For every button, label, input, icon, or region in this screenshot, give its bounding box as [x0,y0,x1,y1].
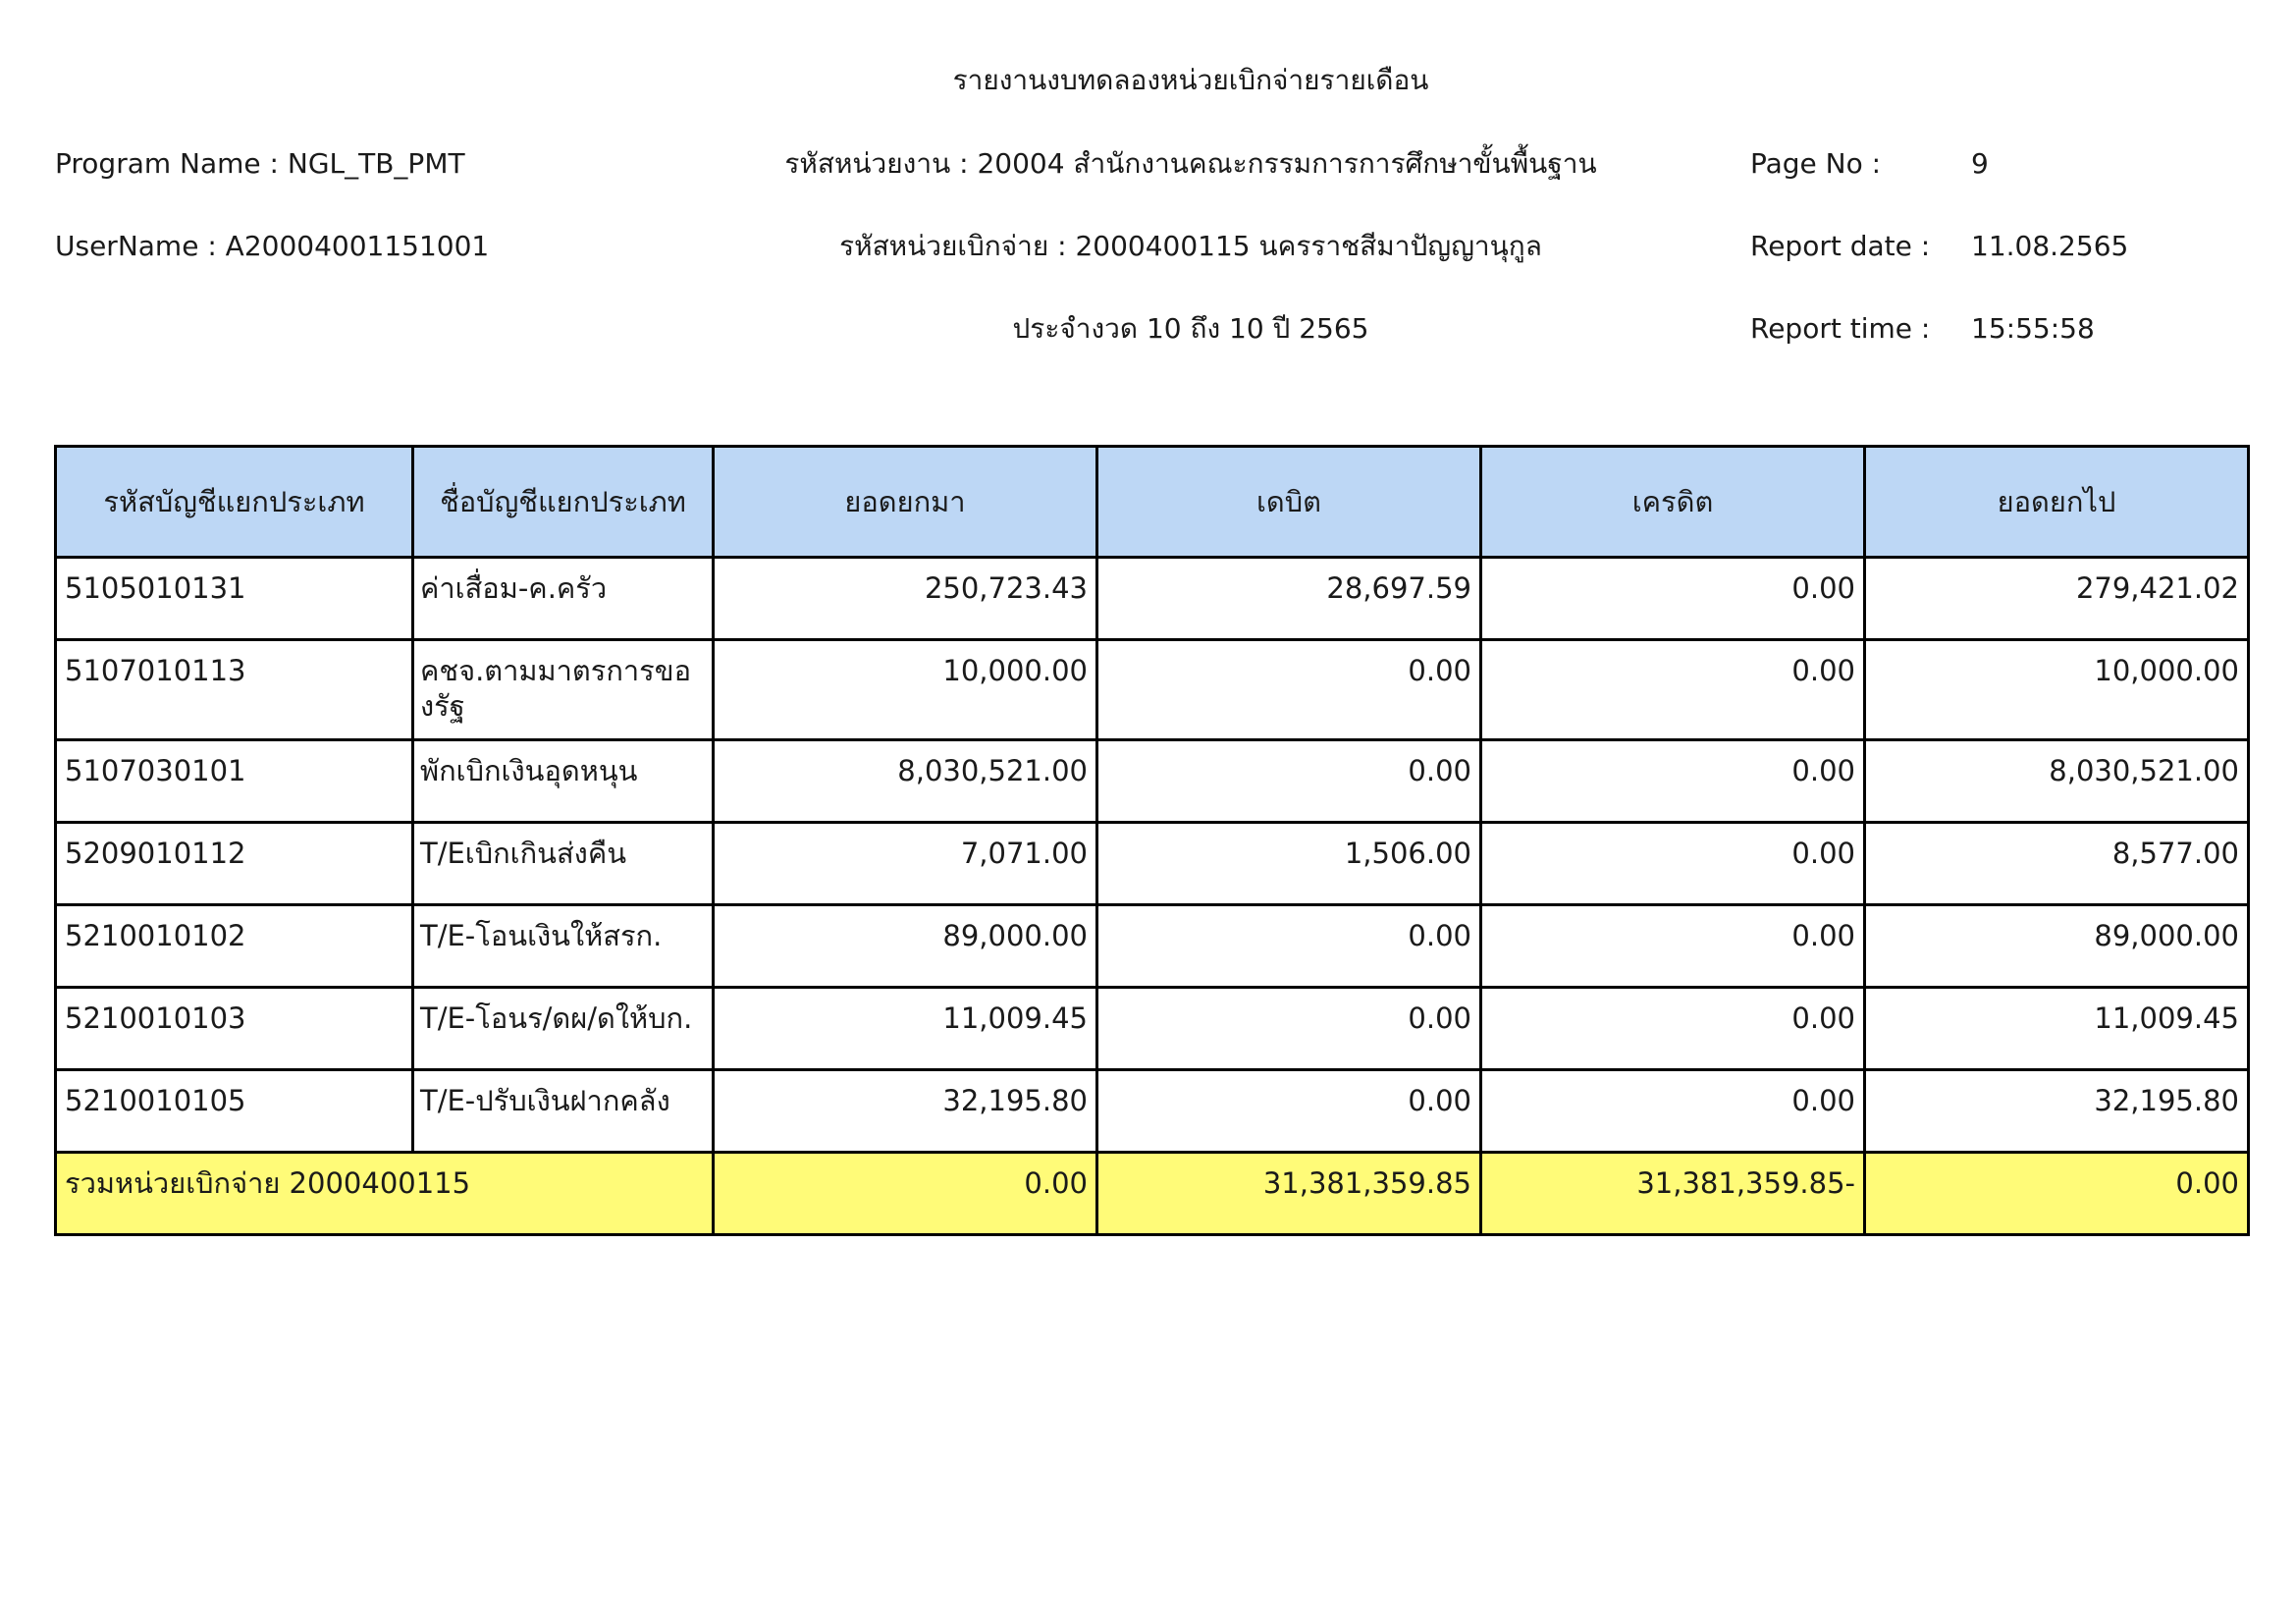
credit-cell: 0.00 [1481,558,1865,640]
column-header-debit: เดบิต [1097,447,1481,558]
credit-cell: 0.00 [1481,905,1865,988]
debit-cell: 0.00 [1097,905,1481,988]
brought-forward-cell: 89,000.00 [714,905,1097,988]
agency-code: รหัสหน่วยงาน : 20004 สำนักงานคณะกรรมการการศึกษาขั้นพื้นฐาน [784,147,1597,180]
carried-forward-cell: 8,030,521.00 [1865,740,2249,823]
brought-forward-cell: 8,030,521.00 [714,740,1097,823]
table-header-row [56,447,2249,558]
column-header-credit: เครดิต [1481,447,1865,558]
table-row [56,905,2249,988]
debit-cell: 0.00 [1097,740,1481,823]
table-row [56,740,2249,823]
account-code-cell: 5107010113 [56,640,413,740]
page-no-value: 9 [1971,147,1989,180]
brought-forward-cell: 7,071.00 [714,823,1097,905]
debit-cell: 0.00 [1097,640,1481,740]
account-name-cell: T/E-โอนเงินให้สรก. [413,905,714,988]
account-code-cell: 5210010103 [56,988,413,1070]
account-code-cell: 5105010131 [56,558,413,640]
page-no-label: Page No : [1750,147,1882,180]
table-row [56,988,2249,1070]
brought-forward-cell: 32,195.80 [714,1070,1097,1153]
total-label: รวมหน่วยเบิกจ่าย 2000400115 [56,1153,714,1235]
account-name-cell: T/E-โอนร/ดผ/ดให้บก. [413,988,714,1070]
disbursing-unit: รหัสหน่วยเบิกจ่าย : 2000400115 นครราชสีมาปัญญานุกูล [839,230,1542,262]
total-carried-forward: 0.00 [1865,1153,2249,1235]
column-header-brought-forward: ยอดยกมา [714,447,1097,558]
account-code-cell: 5107030101 [56,740,413,823]
table-row [56,640,2249,740]
report-title: รายงานงบทดลองหน่วยเบิกจ่ายรายเดือน [952,64,1429,96]
account-code-cell: 5210010102 [56,905,413,988]
account-name-cell: ค่าเสื่อม-ค.ครัว [413,558,714,640]
table-row [56,558,2249,640]
table-row [56,823,2249,905]
total-credit: 31,381,359.85- [1481,1153,1865,1235]
carried-forward-cell: 279,421.02 [1865,558,2249,640]
column-header-carried-forward: ยอดยกไป [1865,447,2249,558]
account-code-cell: 5210010105 [56,1070,413,1153]
credit-cell: 0.00 [1481,740,1865,823]
brought-forward-cell: 250,723.43 [714,558,1097,640]
account-name-cell: คชจ.ตามมาตรการของรัฐ [413,640,714,740]
account-code-cell: 5209010112 [56,823,413,905]
carried-forward-cell: 32,195.80 [1865,1070,2249,1153]
username: UserName : A20004001151001 [55,230,490,262]
brought-forward-cell: 11,009.45 [714,988,1097,1070]
credit-cell: 0.00 [1481,823,1865,905]
total-debit: 31,381,359.85 [1097,1153,1481,1235]
brought-forward-cell: 10,000.00 [714,640,1097,740]
report-date-label: Report date : [1750,230,1931,262]
column-header-account-code: รหัสบัญชีแยกประเภท [56,447,413,558]
report-date-value: 11.08.2565 [1971,230,2129,262]
credit-cell: 0.00 [1481,1070,1865,1153]
table-row [56,1070,2249,1153]
debit-cell: 0.00 [1097,1070,1481,1153]
total-brought-forward: 0.00 [714,1153,1097,1235]
carried-forward-cell: 11,009.45 [1865,988,2249,1070]
account-name-cell: พักเบิกเงินอุดหนุน [413,740,714,823]
report-period: ประจำงวด 10 ถึง 10 ปี 2565 [1012,312,1369,345]
carried-forward-cell: 89,000.00 [1865,905,2249,988]
debit-cell: 28,697.59 [1097,558,1481,640]
debit-cell: 1,506.00 [1097,823,1481,905]
carried-forward-cell: 10,000.00 [1865,640,2249,740]
credit-cell: 0.00 [1481,640,1865,740]
column-header-account-name: ชื่อบัญชีแยกประเภท [413,447,714,558]
report-time-label: Report time : [1750,312,1931,345]
credit-cell: 0.00 [1481,988,1865,1070]
trial-balance-table [54,445,2250,1236]
account-name-cell: T/Eเบิกเกินส่งคืน [413,823,714,905]
report-time-value: 15:55:58 [1971,312,2095,345]
program-name: Program Name : NGL_TB_PMT [55,147,465,180]
debit-cell: 0.00 [1097,988,1481,1070]
total-row [56,1153,2249,1235]
carried-forward-cell: 8,577.00 [1865,823,2249,905]
account-name-cell: T/E-ปรับเงินฝากคลัง [413,1070,714,1153]
